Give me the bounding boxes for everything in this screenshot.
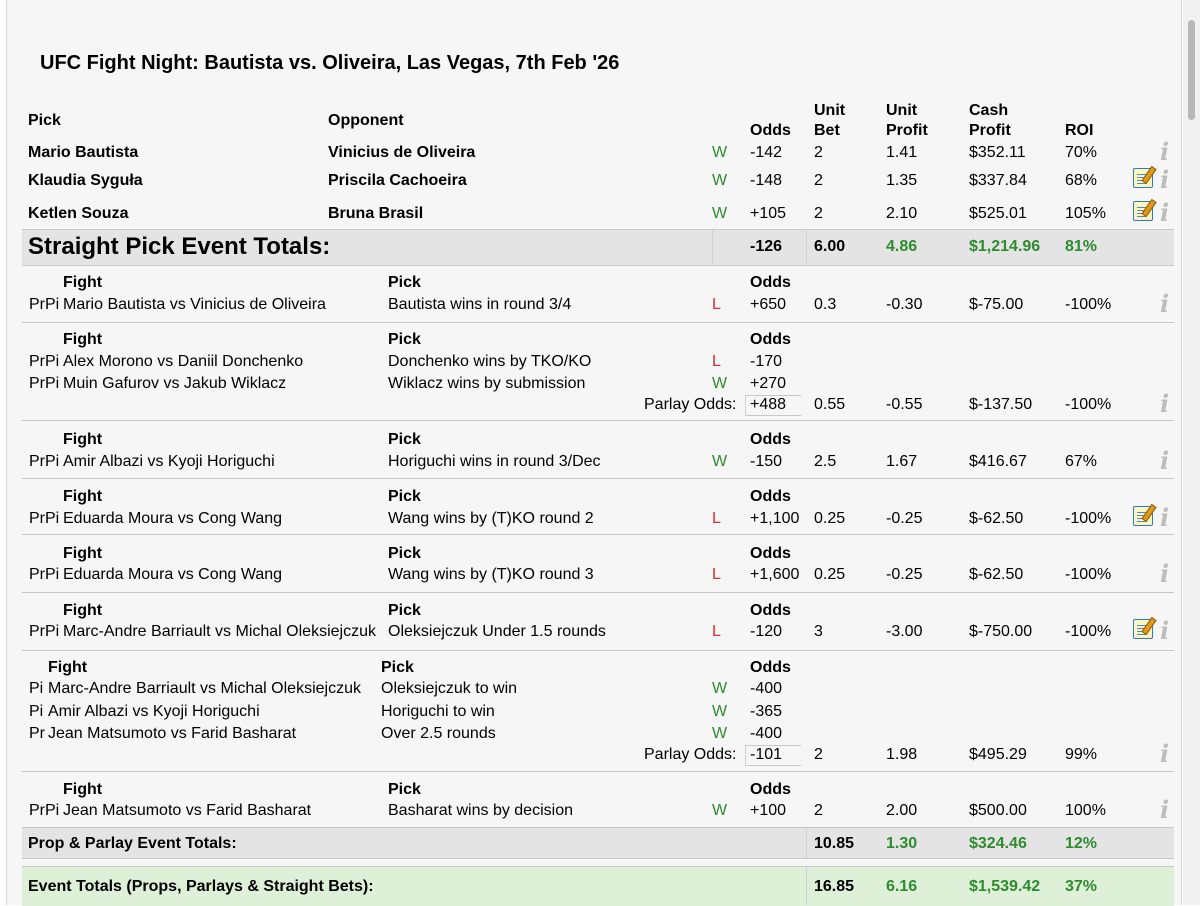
pick-description: Wiklacz wins by submission	[388, 375, 586, 392]
result-badge: W	[712, 802, 728, 819]
pick-description: Bautista wins in round 3/4	[388, 296, 572, 313]
info-icon[interactable]: i	[1160, 795, 1170, 824]
roi-value: -100%	[1065, 623, 1112, 640]
odds-column-header: Odds	[750, 781, 791, 798]
event-totals-cash-profit: $1,539.42	[969, 878, 1041, 895]
unit-bet-value: 2	[814, 205, 823, 222]
fight-name: Muin Gafurov vs Jakub Wiklacz	[63, 375, 287, 392]
scrollbar[interactable]	[1183, 0, 1200, 905]
pick-description: Wang wins by (T)KO round 3	[388, 566, 594, 583]
straight-totals-unit-bet: 6.00	[814, 238, 846, 255]
odds-value: +1,600	[750, 566, 800, 583]
column-header-cash-profit: Profit	[969, 122, 1011, 139]
event-totals-unit-profit: 6.16	[886, 878, 918, 895]
scrollbar-thumb[interactable]	[1188, 20, 1195, 120]
cash-profit-value: $525.01	[969, 205, 1027, 222]
cash-profit-value: $495.29	[969, 746, 1027, 763]
column-divider	[712, 229, 713, 264]
prop-totals-unit-bet: 10.85	[814, 835, 855, 852]
fight-column-header: Fight	[63, 488, 103, 505]
roi-value: 99%	[1065, 746, 1098, 763]
info-icon[interactable]: i	[1160, 739, 1170, 768]
result-badge: L	[712, 510, 721, 527]
result-badge: W	[712, 453, 728, 470]
fight-name: Marc-Andre Barriault vs Michal Oleksiejczuk	[63, 623, 376, 640]
row-divider	[22, 650, 1174, 651]
unit-bet-value: 2	[814, 144, 823, 161]
fight-column-header: Fight	[63, 781, 103, 798]
event-totals-unit-bet: 16.85	[814, 878, 855, 895]
bet-type-code: Pi	[29, 680, 44, 697]
row-divider	[22, 420, 1174, 421]
fight-name: Alex Morono vs Daniil Donchenko	[63, 353, 304, 370]
parlay-odds-box	[745, 395, 746, 415]
bet-type-code: PrPi	[29, 566, 60, 583]
fight-name: Amir Albazi vs Kyoji Horiguchi	[63, 453, 275, 470]
info-icon[interactable]: i	[1160, 616, 1170, 645]
opponent-name: Vinicius de Oliveira	[328, 144, 476, 161]
odds-value: +1,100	[750, 510, 800, 527]
result-badge: W	[712, 703, 728, 720]
prop-totals-roi: 12%	[1065, 835, 1098, 852]
straight-totals-odds: -126	[750, 238, 783, 255]
odds-value: +100	[750, 802, 787, 819]
parlay-odds-label: Parlay Odds:	[644, 746, 737, 763]
odds-value: -170	[750, 353, 783, 370]
note-edit-icon[interactable]	[1133, 201, 1153, 221]
roi-value: 105%	[1065, 205, 1106, 222]
info-icon[interactable]: i	[1160, 389, 1170, 418]
parlay-odds-value: +488	[750, 396, 787, 413]
column-header-pick: Pick	[28, 112, 61, 129]
unit-bet-value: 2	[814, 172, 823, 189]
pick-name: Mario Bautista	[28, 144, 139, 161]
unit-profit-value: 1.67	[886, 453, 918, 470]
result-badge: W	[712, 205, 728, 222]
info-icon[interactable]: i	[1160, 198, 1170, 227]
bet-type-code: PrPi	[29, 623, 60, 640]
column-header-unit-profit: Profit	[886, 122, 928, 139]
pick-column-header: Pick	[388, 331, 421, 348]
straight-totals-unit-profit: 4.86	[886, 238, 918, 255]
note-edit-icon[interactable]	[1133, 168, 1153, 188]
odds-column-header: Odds	[750, 488, 791, 505]
fight-name: Jean Matsumoto vs Farid Basharat	[48, 725, 297, 742]
unit-profit-value: -0.25	[886, 566, 923, 583]
odds-column-header: Odds	[750, 431, 791, 448]
info-icon[interactable]: i	[1160, 559, 1170, 588]
cash-profit-value: $-62.50	[969, 510, 1024, 527]
info-icon[interactable]: i	[1160, 289, 1170, 318]
odds-column-header: Odds	[750, 545, 791, 562]
roi-value: 100%	[1065, 802, 1106, 819]
unit-bet-value: 2.5	[814, 453, 837, 470]
row-divider	[22, 771, 1174, 772]
unit-profit-value: 1.41	[886, 144, 918, 161]
note-edit-icon[interactable]	[1133, 619, 1153, 639]
roi-value: 68%	[1065, 172, 1098, 189]
pick-column-header: Pick	[388, 274, 421, 291]
fight-name: Amir Albazi vs Kyoji Horiguchi	[48, 703, 260, 720]
info-icon[interactable]: i	[1160, 137, 1170, 166]
odds-column-header: Odds	[750, 274, 791, 291]
unit-profit-value: 1.98	[886, 746, 918, 763]
bet-type-code: PrPi	[29, 296, 60, 313]
odds-value: -150	[750, 453, 783, 470]
fight-name: Eduarda Moura vs Cong Wang	[63, 510, 283, 527]
row-divider	[745, 765, 801, 766]
cash-profit-value: $-62.50	[969, 566, 1024, 583]
odds-value: -400	[750, 680, 783, 697]
column-divider	[806, 229, 807, 264]
row-divider	[745, 745, 801, 746]
column-header-opponent: Opponent	[328, 112, 404, 129]
cash-profit-value: $500.00	[969, 802, 1027, 819]
odds-value: -120	[750, 623, 783, 640]
column-header-unit-profit: Unit	[886, 102, 918, 119]
pick-description: Basharat wins by decision	[388, 802, 573, 819]
row-divider	[745, 395, 801, 396]
roi-value: 67%	[1065, 453, 1098, 470]
roi-value: -100%	[1065, 566, 1112, 583]
pick-description: Oleksiejczuk Under 1.5 rounds	[388, 623, 606, 640]
info-icon[interactable]: i	[1160, 503, 1170, 532]
fight-column-header: Fight	[63, 331, 103, 348]
column-divider	[806, 828, 807, 858]
odds-column-header: Odds	[750, 602, 791, 619]
straight-totals-label: Straight Pick Event Totals:	[28, 233, 331, 260]
roi-value: -100%	[1065, 396, 1112, 413]
row-divider	[22, 534, 1174, 535]
bet-type-code: Pi	[29, 703, 44, 720]
page-title: UFC Fight Night: Bautista vs. Oliveira, Las Vegas, 7th Feb '26	[40, 52, 620, 74]
parlay-odds-label: Parlay Odds:	[644, 396, 737, 413]
column-header-cash-profit: Cash	[969, 102, 1009, 119]
odds-value: +105	[750, 205, 787, 222]
roi-value: 70%	[1065, 144, 1098, 161]
odds-column-header: Odds	[750, 659, 791, 676]
info-icon[interactable]: i	[1160, 165, 1170, 194]
row-divider	[745, 415, 801, 416]
odds-value: +650	[750, 296, 787, 313]
unit-bet-value: 0.55	[814, 396, 846, 413]
fight-name: Eduarda Moura vs Cong Wang	[63, 566, 283, 583]
odds-value: -148	[750, 172, 783, 189]
fight-name: Jean Matsumoto vs Farid Basharat	[63, 802, 312, 819]
unit-bet-value: 3	[814, 623, 823, 640]
result-badge: L	[712, 353, 721, 370]
odds-column-header: Odds	[750, 331, 791, 348]
result-badge: W	[712, 144, 728, 161]
unit-profit-value: 2.10	[886, 205, 918, 222]
prop-totals-label: Prop & Parlay Event Totals:	[28, 835, 237, 852]
straight-totals-cash-profit: $1,214.96	[969, 238, 1041, 255]
bet-type-code: Pr	[29, 725, 45, 742]
bet-type-code: PrPi	[29, 802, 60, 819]
pick-column-header: Pick	[388, 781, 421, 798]
unit-profit-value: -0.30	[886, 296, 923, 313]
event-totals-roi: 37%	[1065, 878, 1098, 895]
pick-column-header: Pick	[388, 431, 421, 448]
opponent-name: Bruna Brasil	[328, 205, 424, 222]
odds-value: +270	[750, 375, 787, 392]
info-icon[interactable]: i	[1160, 446, 1170, 475]
pick-description: Oleksiejczuk to win	[381, 680, 518, 697]
bet-type-code: PrPi	[29, 353, 60, 370]
pick-description: Donchenko wins by TKO/KO	[388, 353, 592, 370]
cash-profit-value: $337.84	[969, 172, 1027, 189]
result-badge: W	[712, 680, 728, 697]
fight-column-header: Fight	[48, 659, 88, 676]
unit-bet-value: 2	[814, 802, 823, 819]
note-edit-icon[interactable]	[1133, 506, 1153, 526]
fight-name: Mario Bautista vs Vinicius de Oliveira	[63, 296, 326, 313]
prop-totals-cash-profit: $324.46	[969, 835, 1027, 852]
unit-profit-value: 2.00	[886, 802, 918, 819]
parlay-odds-value: -101	[750, 746, 783, 763]
bet-type-code: PrPi	[29, 375, 60, 392]
pick-column-header: Pick	[381, 659, 414, 676]
pick-name: Ketlen Souza	[28, 205, 129, 222]
unit-bet-value: 0.25	[814, 510, 846, 527]
column-header-unit-bet: Bet	[814, 122, 840, 139]
pick-name: Klaudia Syguła	[28, 172, 143, 189]
pick-description: Wang wins by (T)KO round 2	[388, 510, 594, 527]
column-divider	[806, 866, 807, 905]
pick-description: Over 2.5 rounds	[381, 725, 496, 742]
parlay-odds-box	[745, 745, 746, 765]
result-badge: W	[712, 375, 728, 392]
odds-value: -365	[750, 703, 783, 720]
unit-profit-value: -0.55	[886, 396, 923, 413]
unit-profit-value: 1.35	[886, 172, 918, 189]
bet-type-code: PrPi	[29, 510, 60, 527]
pick-column-header: Pick	[388, 602, 421, 619]
cash-profit-value: $-750.00	[969, 623, 1033, 640]
unit-bet-value: 0.25	[814, 566, 846, 583]
fight-column-header: Fight	[63, 545, 103, 562]
cash-profit-value: $416.67	[969, 453, 1027, 470]
row-divider	[22, 322, 1174, 323]
unit-profit-value: -0.25	[886, 510, 923, 527]
fight-column-header: Fight	[63, 431, 103, 448]
row-divider	[22, 478, 1174, 479]
roi-value: -100%	[1065, 296, 1112, 313]
fight-name: Marc-Andre Barriault vs Michal Oleksiejczuk	[48, 680, 361, 697]
odds-value: -400	[750, 725, 783, 742]
fight-column-header: Fight	[63, 602, 103, 619]
column-header-odds: Odds	[750, 122, 791, 139]
bet-type-code: PrPi	[29, 453, 60, 470]
unit-bet-value: 2	[814, 746, 823, 763]
pick-description: Horiguchi wins in round 3/Dec	[388, 453, 601, 470]
opponent-name: Priscila Cachoeira	[328, 172, 467, 189]
pick-description: Horiguchi to win	[381, 703, 495, 720]
result-badge: L	[712, 623, 721, 640]
cash-profit-value: $352.11	[969, 144, 1026, 161]
result-badge: L	[712, 566, 721, 583]
pick-column-header: Pick	[388, 488, 421, 505]
cash-profit-value: $-75.00	[969, 296, 1024, 313]
result-badge: W	[712, 172, 728, 189]
fight-column-header: Fight	[63, 274, 103, 291]
column-header-roi: ROI	[1065, 122, 1094, 139]
prop-totals-unit-profit: 1.30	[886, 835, 918, 852]
roi-value: -100%	[1065, 510, 1112, 527]
result-badge: W	[712, 725, 728, 742]
cash-profit-value: $-137.50	[969, 396, 1033, 413]
straight-totals-roi: 81%	[1065, 238, 1098, 255]
column-header-unit-bet: Unit	[814, 102, 846, 119]
odds-value: -142	[750, 144, 783, 161]
unit-profit-value: -3.00	[886, 623, 923, 640]
result-badge: L	[712, 296, 721, 313]
pick-column-header: Pick	[388, 545, 421, 562]
unit-bet-value: 0.3	[814, 296, 837, 313]
row-divider	[22, 592, 1174, 593]
event-totals-label: Event Totals (Props, Parlays & Straight Bets):	[28, 878, 374, 895]
